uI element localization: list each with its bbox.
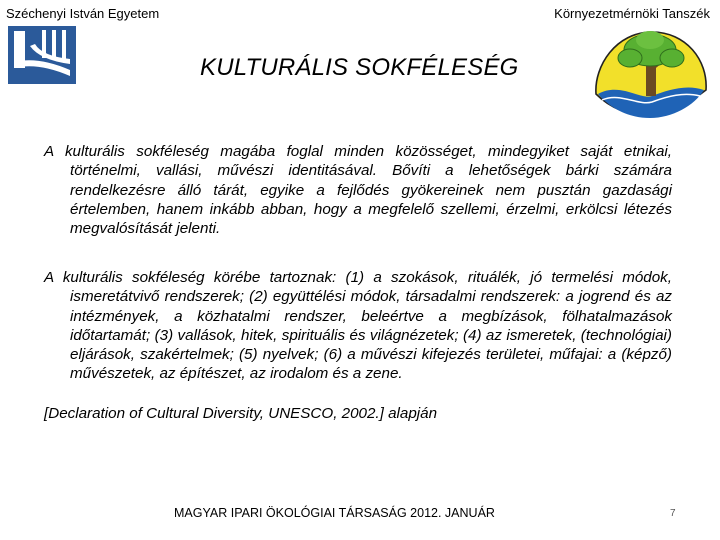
- department-tree-logo-icon: [590, 26, 712, 122]
- university-logo-icon: [8, 26, 76, 84]
- university-name: Széchenyi István Egyetem: [6, 6, 160, 21]
- department-name: Környezetmérnöki Tanszék: [554, 6, 710, 21]
- page-title: KULTURÁLIS SOKFÉLESÉG: [200, 54, 519, 81]
- page-number: 7: [670, 508, 676, 519]
- paragraph-scope: A kulturális sokféleség körébe tartoznak: (1) a szokások, rituálék, jó termelési módok, ismeretátvivő rendszerek; (2) együttélési módok, társadalmi rendszerek: a jogrend és az intézmények, a közhatalmi rendszer, beleértve a megbízások, fölhatalmazások időtartamát; (3) vallások, hitek, spirituális és világnézetek; (4) az ismeretek, (technológiai) eljárások, szakértelmek; (5) nyelvek; (6) a művészi kifejezés területei, műfajai: a (képző) művészetek, az építészet, az irodalom és a zene.: [44, 269, 672, 383]
- paragraph-definition: A kulturális sokféleség magába foglal minden közösséget, mindegyiket saját etnikai, történelmi, vallási, művészi identitásával. Bővíti a lehetőségek bárki számára rendelkezésre álló tárát, egyike a fejlődés gyökereinek nem pusztán gazdasági értelemben, hanem inkább abban, hogy a megfelelő szellemi, érzelmi, erkölcsi létezés megvalósítását jelenti.: [44, 143, 672, 238]
- paragraph-source: [Declaration of Cultural Diversity, UNESCO, 2002.] alapján: [44, 405, 438, 422]
- footer-text: MAGYAR IPARI ÖKOLÓGIAI TÁRSASÁG 2012. JANUÁR: [174, 506, 495, 520]
